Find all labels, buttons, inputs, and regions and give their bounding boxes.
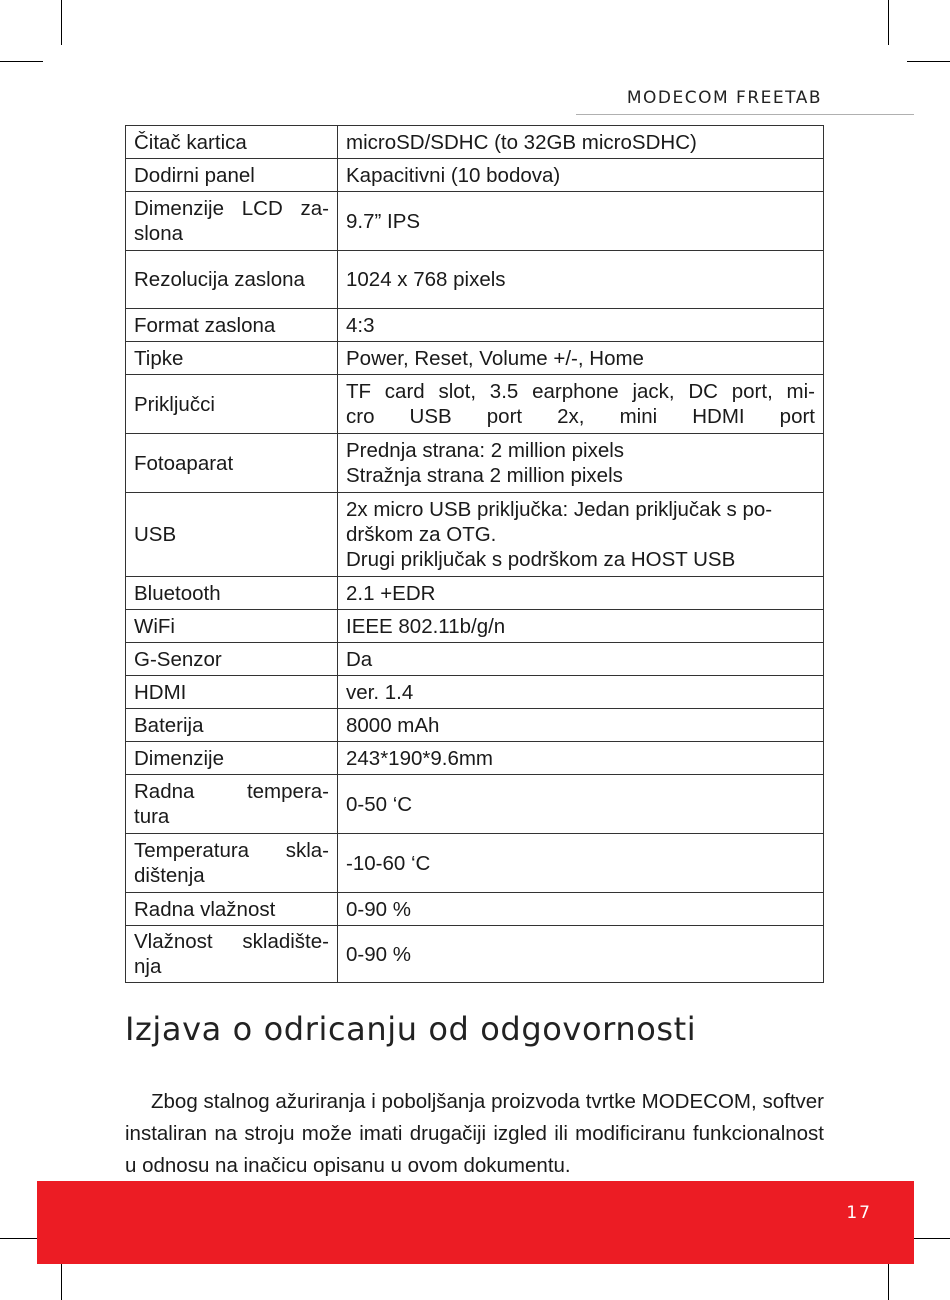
table-row (126, 643, 824, 676)
spec-label: HDMI (126, 676, 338, 709)
spec-value: 2.1 +EDR (338, 577, 824, 610)
spec-value: 8000 mAh (338, 709, 824, 742)
table-row (126, 893, 824, 926)
spec-table (125, 125, 824, 983)
section-heading: Izjava o odricanju od odgovornosti (125, 1010, 697, 1048)
spec-value: Kapacitivni (10 bodova) (338, 159, 824, 192)
spec-value: 0-90 % (338, 926, 824, 983)
table-row (126, 375, 824, 434)
spec-label: Dimenzije (126, 742, 338, 775)
spec-label: Fotoaparat (126, 434, 338, 493)
spec-label: Čitač kartica (126, 126, 338, 159)
table-row (126, 192, 824, 251)
table-row (126, 709, 824, 742)
crop-mark-top-left-v (61, 0, 62, 45)
table-row (126, 742, 824, 775)
spec-label: WiFi (126, 610, 338, 643)
spec-value: 243*190*9.6mm (338, 742, 824, 775)
footer-band (37, 1181, 914, 1264)
spec-value: 4:3 (338, 309, 824, 342)
spec-value: Prednja strana: 2 million pixels Stražnja strana 2 million pixels (338, 434, 824, 493)
disclaimer-paragraph: Zbog stalnog ažuriranja i poboljšanja proizvoda tvrtke MODECOM, softver instaliran na stroju može imati drugačiji izgled ili modificiranu funkcionalnost u odnosu na inačicu opisanu u ovom dokumentu. (125, 1090, 824, 1177)
spec-label: Format zaslona (126, 309, 338, 342)
table-row (126, 159, 824, 192)
spec-label: Priključci (126, 375, 338, 434)
spec-label: USB (126, 493, 338, 577)
spec-label: Dodirni panel (126, 159, 338, 192)
spec-value: ver. 1.4 (338, 676, 824, 709)
table-row (126, 493, 824, 577)
spec-label: Vlažnost skladište- nja (126, 926, 338, 983)
crop-mark-top-left-h (0, 61, 43, 62)
spec-label: Radna vlažnost (126, 893, 338, 926)
spec-value: 9.7” IPS (338, 192, 824, 251)
table-row (126, 342, 824, 375)
table-row (126, 577, 824, 610)
header-rule (576, 114, 914, 115)
table-row (126, 610, 824, 643)
running-header: MODECOM FREETAB (626, 88, 822, 108)
page-number: 17 (846, 1203, 872, 1223)
spec-label: Tipke (126, 342, 338, 375)
spec-value: 2x micro USB priključka: Jedan priključak s po- drškom za OTG. Drugi priključak s podrškom za HOST USB (338, 493, 824, 577)
spec-label: G-Senzor (126, 643, 338, 676)
spec-value: microSD/SDHC (to 32GB microSDHC) (338, 126, 824, 159)
spec-label: Radna tempera- tura (126, 775, 338, 834)
spec-label: Rezolucija zaslona (126, 251, 338, 309)
spec-value: 0-90 % (338, 893, 824, 926)
spec-value: 0-50 ‘C (338, 775, 824, 834)
table-row (126, 926, 824, 983)
table-row (126, 309, 824, 342)
crop-mark-top-right-h (907, 61, 950, 62)
spec-value: 1024 x 768 pixels (338, 251, 824, 309)
spec-value: TF card slot, 3.5 earphone jack, DC port, mi- cro USB port 2x, mini HDMI port (338, 375, 824, 434)
spec-label: Temperatura skla- dištenja (126, 834, 338, 893)
spec-label: Dimenzije LCD za- slona (126, 192, 338, 251)
table-row (126, 434, 824, 493)
spec-label: Bluetooth (126, 577, 338, 610)
crop-mark-top-right-v (888, 0, 889, 45)
table-row (126, 251, 824, 309)
spec-value: -10-60 ‘C (338, 834, 824, 893)
spec-label: Baterija (126, 709, 338, 742)
table-row (126, 775, 824, 834)
spec-value: Power, Reset, Volume +/-, Home (338, 342, 824, 375)
spec-value: Da (338, 643, 824, 676)
table-row (126, 834, 824, 893)
table-row (126, 676, 824, 709)
spec-value: IEEE 802.11b/g/n (338, 610, 824, 643)
table-row (126, 126, 824, 159)
